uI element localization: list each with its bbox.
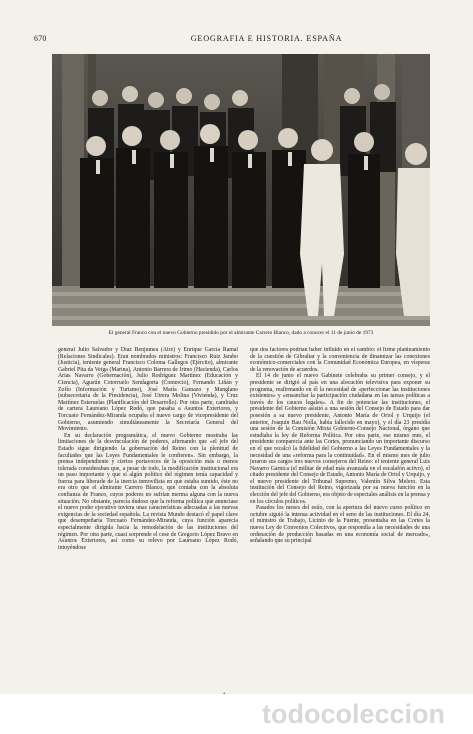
paragraph: general Julio Salvador y Díaz Benjumea (Aire) y Enrique García Ramal (Relaciones Sindicales). Eran nombrados ministros: Francisco Ruiz Jarabo (Justicia), teniente general Francisco Coloma Gallegos (Ejército), almirante Gabriel Pita da Veiga (Marina), Antonio Barrera de Irimo (Hacienda), Carlos Arias Navarro (Gobernación), Julio Rodríguez Martínez (Educación y Ciencia), Agustín Cotorruelo Sendagorta (Comercio), Fernando Liñán y Zofío (Información y Turismo), José María Gamazo y Manglano (subsecretaría de la Presidencia), José Utrera Molina (Vivienda), y Cruz Martínez Esteruelas (Planificación del Desarrollo). Por otra parte, cambiaba de cartera Laureano López Rodó, que pasaba a Asuntos Exteriores, y Torcuato Fernández-Miranda ocupaba el nuevo cargo de vicepresidente del Gobierno, asumiendo simultáneamente la Secretaría General del Movimiento. xyxy=(58,347,238,433)
historical-group-photo xyxy=(52,54,430,326)
paragraph: Pasados los meses del estío, con la apertura del nuevo curso político en octubre siguió la intensa actividad en el seno de las instituciones. El día 24, el ministro de Trabajo, Licinio de la Fuente, presentaba en las Cortes la nueva Ley de Convenios Colectivos, que respondía a las necesidades de una ordenación de producción basadas en una economía social de mercado», señalando que su principal xyxy=(250,505,430,545)
page-number: 670 xyxy=(34,34,47,43)
left-column xyxy=(58,347,238,679)
paragraph: El 14 de junio el nuevo Gabinete celebraba su primer consejo, y el presidente se dirigió al país en una alocución televisiva para exponer su programa, reafirmando en él la necesidad de «perfeccionar las instituciones existentes» y «ensanchar la participación ciudadana en las tareas políticas a través de los cauces legales». A fin de potenciar las instituciones, el presidente del Gobierno asistió a una sesión del Consejo de Estado para dar posesión a su nuevo presidente, Antonio María de Oriol y Urquijo (el anterior, Joaquín Bau Nolla, había fallecido en mayo), y el día 23 presidía una sesión de la Comisión Mixta Gobierno-Consejo Nacional, órgano que estudiaba la ley de Reforma Política. Por otra parte, ese mismo mes, el presidente comparecía ante las Cortes, pronunciando un importante discurso en el que recalcó la fidelidad del Gobierno a las Leyes Fundamentales y la necesidad de una «reforma para la continuidad». En el mismo mes de julio juraron sus cargos tres nuevos consejeros del Reino: el teniente general Luis Navarro Garnica (el militar de edad más avanzada en el escalafón activo), el citado presidente del Consejo de Estado, Antonio María de Oriol y Urquijo, y el nuevo presidente del Tribunal Supremo, Valentín Silva Melero. Esta institución del Consejo del Reino, vigorizada por su nueva función en la elección del jefe del Gobierno, era objeto de especiales análisis en la prensa y en los círculos políticos. xyxy=(250,373,430,505)
photo-illustration xyxy=(52,54,430,326)
paragraph: que dos factores podrían haber influido en el cambio: el firme planteamiento de la cuestión de Gibraltar y la conveniencia de dinamizar las conexiones económico-comerciales con la Comunidad Económica Europea, en vísperas de la renovación de acuerdos. xyxy=(250,347,430,373)
photo-caption: El general Franco con el nuevo Gobierno presidido por el almirante Carrero Blanco, dado a conocer el 11 de junio de 1973 xyxy=(108,330,374,336)
right-column xyxy=(250,347,430,679)
running-head: GEOGRAFIA E HISTORIA. ESPAÑA xyxy=(190,34,343,43)
paragraph: En su declaración programática, el nuevo Gobierno mostraba las limitaciones de la desvinculación de poderes, afirmando que «el jefe del Estado sigue dirigiendo la gobernación del Reino con la plenitud de facultades que las Leyes Fundamentales le confieren». Sin embargo, la prensa independiente y ciertos portavoces de la oposición más o menos tolerada consideraban que, a pesar de todo, la modificación institucional era un paso importante y que si algún político del régimen tenía capacidad y fuerza para liberarle de la inercia inmovilista en que estaba sumido, éste no era otro que el almirante Carrero Blanco, que contaba con la absoluta confianza de Franco, cuyos poderes no sufrían merma alguna con la nueva situación. No obstante, parecía dudoso que la reforma política que anunciase el nuevo poder ejecutivo tuviera unas características adecuadas a las nuevas exigencias de la sociedad española. La revista Mundo destacó el papel clave que desempeñaría Torcuato Fernández-Miranda, cuya función aparecía especialmente dirigida hacia la remodelación de las instituciones del régimen. Por otra parte, cuasi sorprende el cese de Gregorio López Bravo en Asuntos Exteriores, así como su relevo por Laureano López Rodó, intuyéndose xyxy=(58,432,238,551)
watermark-logo: todocoleccion xyxy=(0,694,473,734)
article-body xyxy=(58,347,430,679)
